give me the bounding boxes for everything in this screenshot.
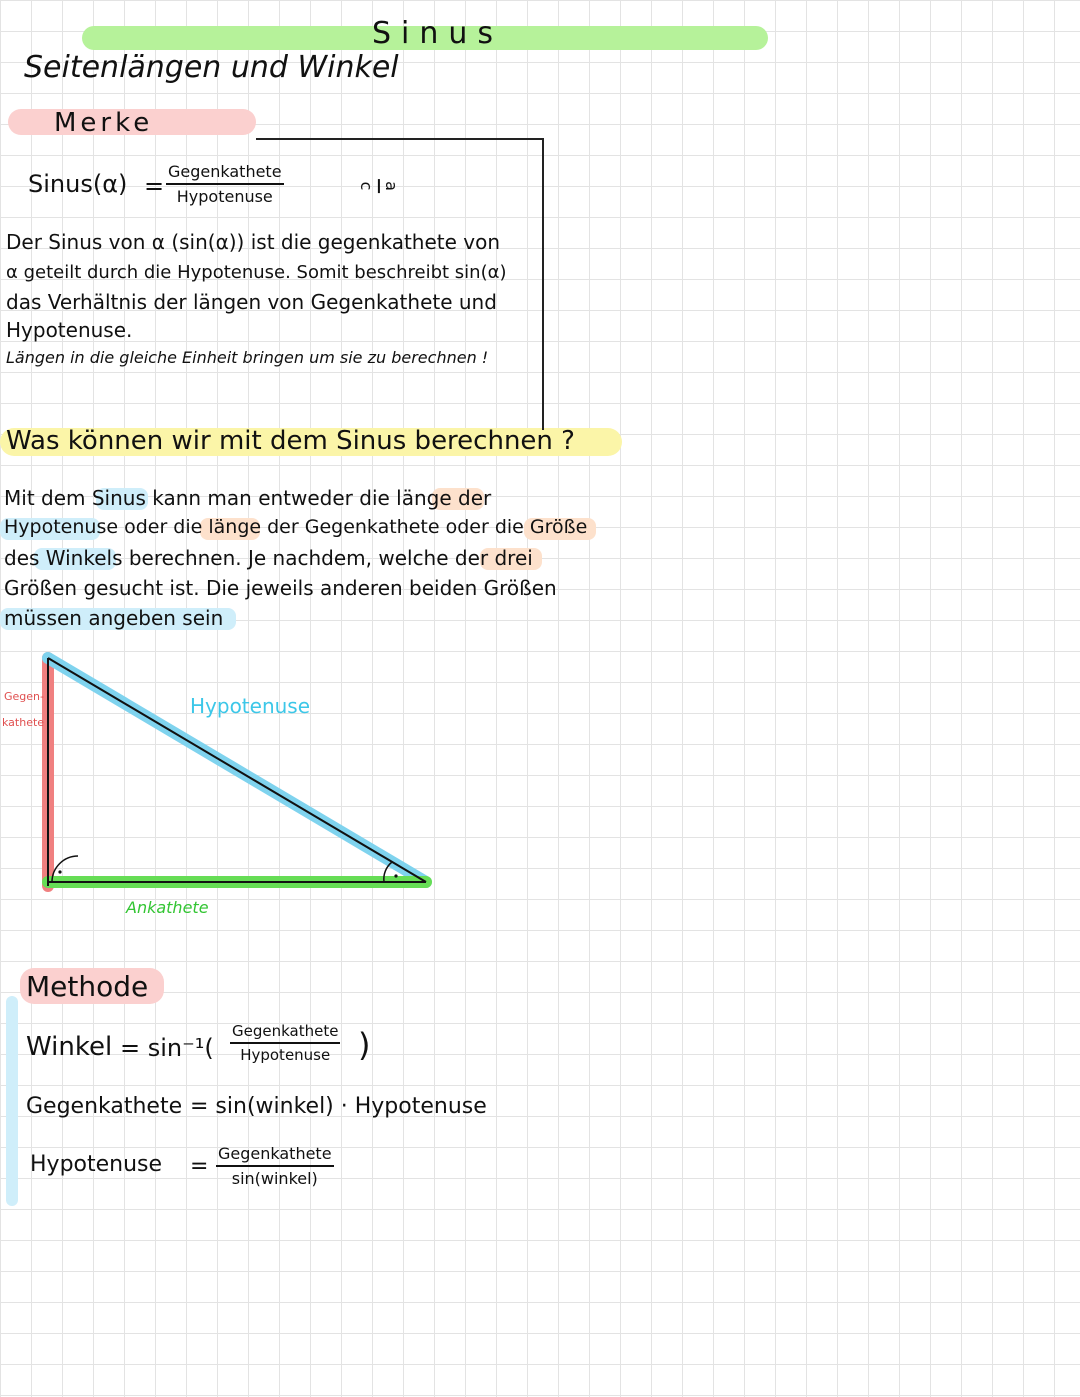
row1-fraction (230, 1022, 340, 1064)
triangle-diagram (0, 640, 460, 920)
question-line: Größen gesucht ist. Die jeweils anderen beiden Größen (4, 576, 557, 600)
merke-line: α geteilt durch die Hypotenuse. Somit beschreibt sin(α) (6, 262, 507, 283)
formula-lhs: Sinus(α) (28, 170, 128, 198)
label-opposite-1: Gegen- (4, 690, 44, 703)
question-line: des Winkels berechnen. Je nachdem, welche der drei (4, 546, 533, 570)
merke-line: Längen in die gleiche Einheit bringen um sie zu berechnen ! (6, 348, 489, 367)
question-title: Was können wir mit dem Sinus berechnen ? (6, 426, 575, 456)
row3-denominator: sin(winkel) (231, 1169, 318, 1188)
label-adjacent: Ankathete (126, 898, 209, 917)
formula-denominator: Hypotenuse (176, 187, 273, 206)
merke-line: das Verhältnis der längen von Gegenkathete und (6, 290, 497, 314)
short-fraction (357, 179, 401, 193)
methode-label: Methode (26, 970, 149, 1003)
merke-line: Der Sinus von α (sin(α)) ist die gegenkathete von (6, 230, 501, 254)
row2-rhs: = sin(winkel) · Hypotenuse (190, 1094, 487, 1119)
formula-fraction (166, 162, 284, 206)
methode-sidebar (6, 996, 18, 1206)
merke-label: Merke (54, 108, 154, 138)
question-line: Hypotenuse oder die länge der Gegenkathete oder die Größe (4, 516, 588, 538)
merke-line: Hypotenuse. (6, 318, 133, 342)
section-title: Seitenlängen und Winkel (24, 50, 399, 85)
label-opposite-2: kathete (2, 716, 45, 729)
row1-eq: = sin⁻¹( (120, 1034, 214, 1062)
row3-numerator: Gegenkathete (216, 1144, 334, 1167)
formula-eq: = (144, 172, 165, 200)
row3-fraction (216, 1144, 334, 1188)
row2-lhs: Gegenkathete (26, 1094, 183, 1119)
question-line: müssen angeben sein (4, 606, 224, 630)
row1-numerator: Gegenkathete (230, 1022, 340, 1044)
row1-close: ) (358, 1026, 371, 1064)
question-line: Mit dem Sinus kann man entweder die länge der (4, 486, 492, 510)
row1-lhs: Winkel (26, 1032, 113, 1062)
short-denominator: c (356, 181, 376, 191)
row1-denominator: Hypotenuse (240, 1046, 331, 1064)
label-hypotenuse: Hypotenuse (190, 694, 311, 718)
row3-eq: = (190, 1154, 209, 1179)
page-title: Sinus (372, 16, 504, 51)
formula-numerator: Gegenkathete (166, 162, 284, 185)
short-numerator: a (378, 179, 401, 193)
row3-lhs: Hypotenuse (30, 1152, 163, 1177)
